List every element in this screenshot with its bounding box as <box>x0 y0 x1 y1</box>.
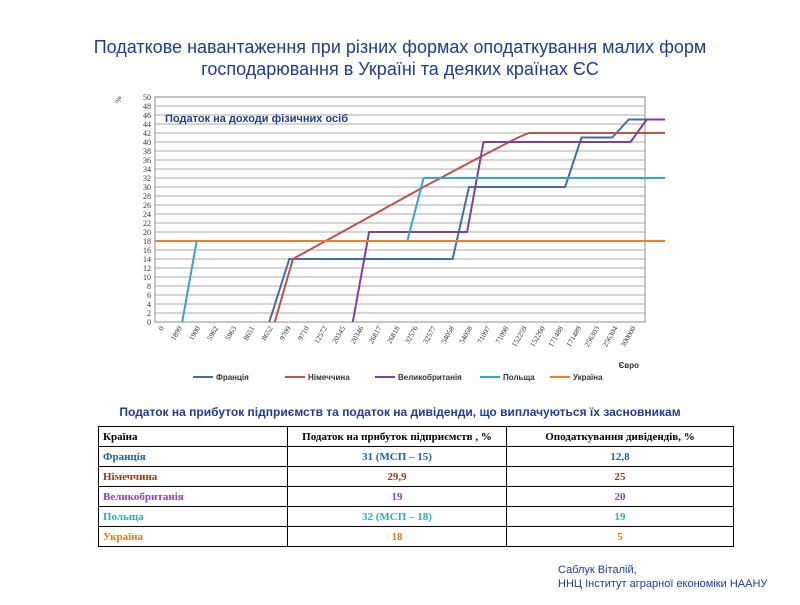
y-tick-label: 8 <box>147 282 151 291</box>
tax-table <box>98 426 734 547</box>
credit-author: Саблук Віталій, <box>558 564 637 576</box>
y-tick-label: 46 <box>143 111 151 120</box>
y-tick-label: 12 <box>143 264 151 273</box>
table-row <box>99 447 734 467</box>
legend-label: Польща <box>503 373 535 382</box>
income-tax-chart <box>105 90 665 390</box>
y-tick-label: 50 <box>143 93 151 102</box>
y-tick-label: 24 <box>143 210 151 219</box>
y-tick-label: 2 <box>147 309 151 318</box>
header-profit-tax: Податок на прибуток підприємств , % <box>288 427 507 447</box>
x-tick-label: 1899 <box>168 324 184 342</box>
y-tick-label: 38 <box>143 147 151 156</box>
profit-tax-cell: 31 (МСП – 15) <box>288 447 507 467</box>
y-tick-label: 34 <box>143 165 151 174</box>
country-cell: Великобританія <box>99 487 288 507</box>
x-tick-label: 12572 <box>311 324 330 346</box>
legend-label: Великобританія <box>398 373 462 382</box>
y-tick-label: 32 <box>143 174 151 183</box>
table-row <box>99 527 734 547</box>
dividend-tax-cell: 25 <box>507 467 734 487</box>
title-line-2: господарювання в Україні та деяких країнах ЄС <box>201 59 599 79</box>
y-tick-label: 42 <box>143 129 151 138</box>
table-row <box>99 487 734 507</box>
legend-label: Україна <box>573 373 603 382</box>
table-row <box>99 467 734 487</box>
x-tick-label: 26818 <box>384 324 402 346</box>
x-tick-label: 5962 <box>204 324 221 342</box>
profit-tax-cell: 29,9 <box>288 467 507 487</box>
x-tick-label: 256303 <box>582 324 602 349</box>
x-tick-label: 9709 <box>277 324 293 342</box>
plot-area <box>155 97 645 322</box>
x-tick-label: 256304 <box>600 324 620 349</box>
country-cell: Німеччина <box>99 467 288 487</box>
x-tick-label: 54058 <box>439 324 457 346</box>
chart-title: Податок на доходи фізичних осіб <box>165 112 348 125</box>
y-tick-label: 14 <box>143 255 151 264</box>
page-title <box>40 36 760 80</box>
x-axis-label: Євро <box>618 361 639 370</box>
profit-tax-cell: 18 <box>288 527 507 547</box>
x-tick-label: 32576 <box>402 324 420 346</box>
y-tick-label: 22 <box>143 219 151 228</box>
profit-tax-cell: 32 (МСП – 18) <box>288 507 507 527</box>
y-tick-label: 0 <box>147 318 151 327</box>
header-dividend-tax: Оподаткування дивідендів, % <box>507 427 734 447</box>
x-tick-label: 0 <box>156 324 166 333</box>
table-title: Податок на прибуток підприємств та податок на дивіденди, що виплачуються їх засновникам <box>119 405 681 419</box>
y-tick-label: 10 <box>143 273 151 282</box>
legend-label: Німеччина <box>308 373 350 382</box>
title-line-1: Податкове навантаження при різних формах оподаткування малих форм <box>93 37 707 57</box>
y-tick-label: 30 <box>143 183 151 192</box>
country-cell: Франція <box>99 447 288 467</box>
x-tick-label: 26817 <box>366 324 384 346</box>
y-tick-label: 40 <box>143 138 151 147</box>
dividend-tax-cell: 19 <box>507 507 734 527</box>
profit-tax-cell: 19 <box>288 487 507 507</box>
table-header-row <box>99 427 734 447</box>
dividend-tax-cell: 12,8 <box>507 447 734 467</box>
x-tick-label: 20345 <box>330 324 348 346</box>
x-tick-label: 171489 <box>564 324 584 349</box>
x-tick-label: 5963 <box>223 324 239 342</box>
table-row <box>99 507 734 527</box>
x-tick-label: 8651 <box>241 324 257 342</box>
x-tick-label: 1900 <box>186 324 203 342</box>
y-tick-label: 4 <box>147 300 151 309</box>
country-cell: Польща <box>99 507 288 527</box>
x-tick-label: 171488 <box>546 324 566 349</box>
y-tick-label: 16 <box>143 246 151 255</box>
x-tick-label: 71098 <box>493 324 511 346</box>
author-credit <box>558 563 767 591</box>
y-tick-label: 36 <box>143 156 151 165</box>
y-tick-label: 48 <box>143 102 151 111</box>
y-tick-label: 44 <box>143 120 151 129</box>
header-country: Країна <box>99 427 288 447</box>
dividend-tax-cell: 20 <box>507 487 734 507</box>
x-tick-label: 32577 <box>420 324 439 346</box>
x-tick-label: 54058 <box>457 324 475 346</box>
y-tick-label: 26 <box>143 201 151 210</box>
x-tick-label: 152260 <box>527 324 547 349</box>
x-tick-label: 300000 <box>618 324 638 349</box>
y-axis-label: % <box>114 96 123 103</box>
y-tick-label: 6 <box>147 291 151 300</box>
x-tick-label: 20346 <box>348 324 366 346</box>
x-tick-label: 9710 <box>295 324 311 342</box>
y-tick-label: 18 <box>143 237 151 246</box>
y-tick-label: 20 <box>143 228 151 237</box>
y-tick-label: 28 <box>143 192 151 201</box>
x-tick-label: 152259 <box>509 324 529 349</box>
x-tick-label: 8652 <box>259 324 275 342</box>
x-tick-label: 71097 <box>475 324 493 346</box>
legend-label: Франція <box>216 373 249 382</box>
dividend-tax-cell: 5 <box>507 527 734 547</box>
country-cell: Україна <box>99 527 288 547</box>
credit-institution: ННЦ Інститут аграрної економіки НААНУ <box>558 578 768 590</box>
